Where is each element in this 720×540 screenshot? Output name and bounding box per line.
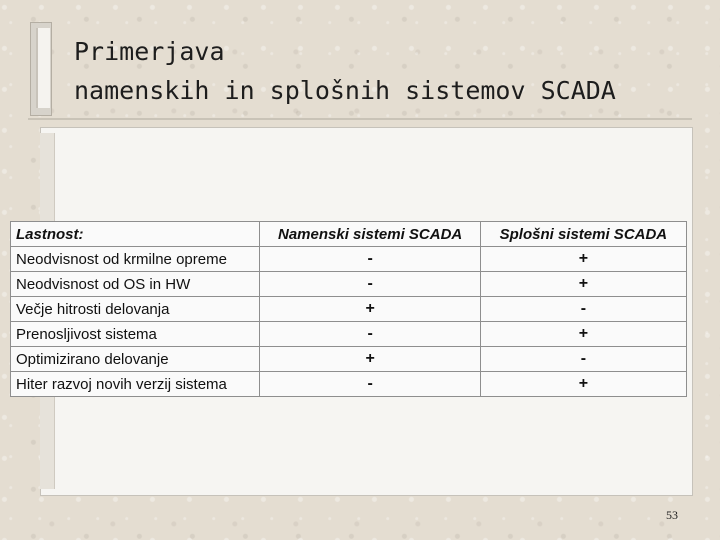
header-general-scada: Splošni sistemi SCADA [480, 222, 686, 247]
slide-title-line-1: Primerjava [74, 37, 225, 66]
general-value-cell: - [480, 347, 686, 372]
header-dedicated-scada: Namenski sistemi SCADA [260, 222, 480, 247]
dedicated-value-cell: - [260, 272, 480, 297]
header-property: Lastnost: [11, 222, 260, 247]
slide-title-line-2: namenskih in splošnih sistemov SCADA [74, 76, 616, 105]
table-row [11, 297, 687, 322]
dedicated-value-cell: - [260, 247, 480, 272]
general-value-cell: + [480, 247, 686, 272]
dedicated-value-cell: + [260, 297, 480, 322]
table-row [11, 347, 687, 372]
dedicated-value-cell: - [260, 322, 480, 347]
general-value-cell: + [480, 372, 686, 397]
dedicated-value-cell: - [260, 372, 480, 397]
property-cell: Optimizirano delovanje [11, 347, 260, 372]
table-row [11, 322, 687, 347]
dedicated-value-cell: + [260, 347, 480, 372]
comparison-table [10, 221, 687, 397]
table-header-row [11, 222, 687, 247]
property-cell: Večje hitrosti delovanja [11, 297, 260, 322]
page-number: 53 [666, 508, 678, 522]
general-value-cell: - [480, 297, 686, 322]
slide-title [74, 32, 616, 110]
general-value-cell: + [480, 322, 686, 347]
property-cell: Hiter razvoj novih verzij sistema [11, 372, 260, 397]
table-row [11, 372, 687, 397]
general-value-cell: + [480, 272, 686, 297]
table-row [11, 247, 687, 272]
table-row [11, 272, 687, 297]
property-cell: Neodvisnost od OS in HW [11, 272, 260, 297]
title-divider [28, 118, 692, 120]
property-cell: Prenosljivost sistema [11, 322, 260, 347]
title-accent-inner [36, 28, 50, 108]
property-cell: Neodvisnost od krmilne opreme [11, 247, 260, 272]
